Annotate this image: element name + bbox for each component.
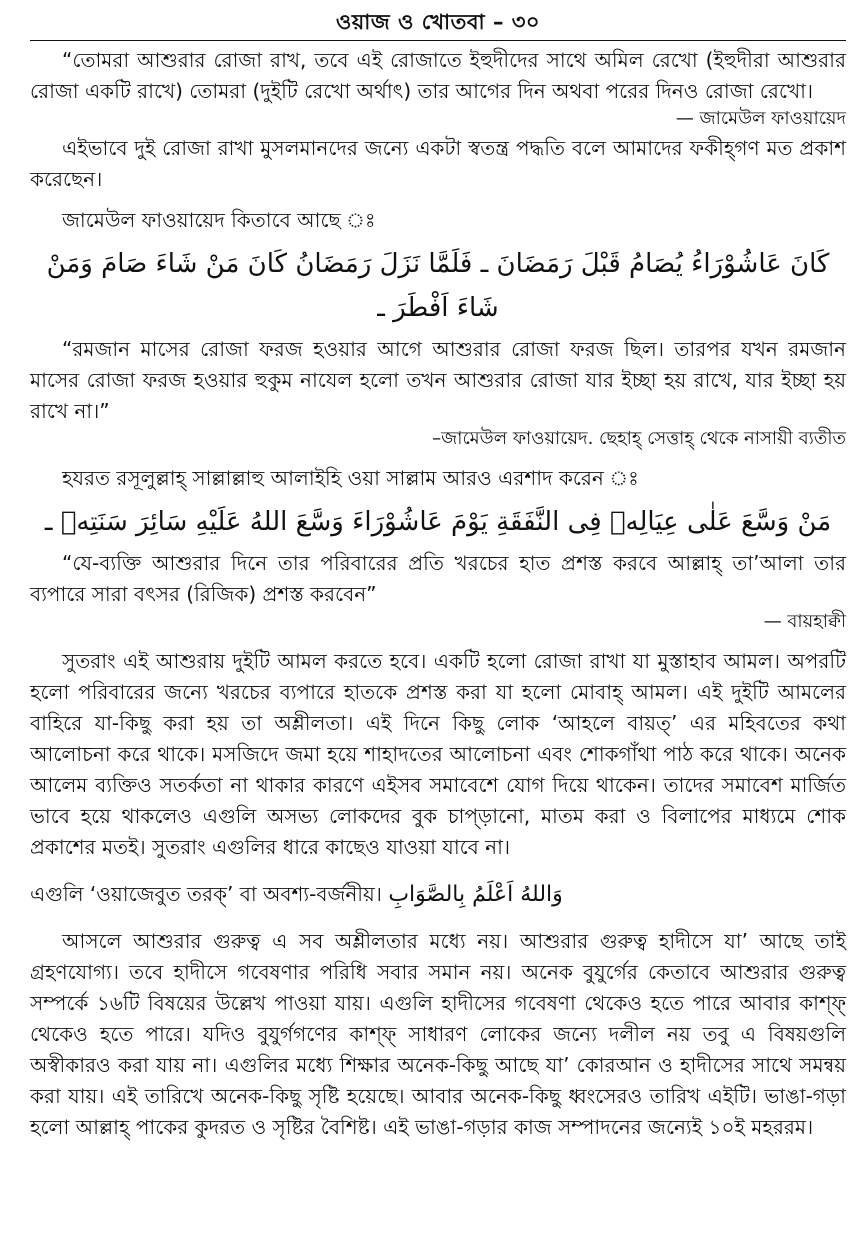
citation-2: –জামেউল ফাওয়ায়েদ. ছেহাহ্ সেত্তাহ্ থেকে নাসায়ী ব্যতীত — [432, 428, 846, 449]
hadith-quote-3: “যে-ব্যক্তি আশুরার দিনে তার পরিবারের প্রতি খরচের হাত প্রশস্ত করবে আল্লাহ্ তা’আলা তার ব্যপারে সারা বৎসর (রিজিক) প্রশস্ত করবেন” — [30, 551, 846, 606]
hadith-quote-1: “তোমরা আশুরার রোজা রাখ, তবে এই রোজাতে ইহুদীদের সাথে অমিল রেখো (ইহুদীরা আশুরার রোজা একটি রাখে) তোমরা (দুইটি রেখো অর্থাৎ) তার আগের দিন অথবা পরের দিনও রোজা রেখো। — [30, 48, 846, 103]
citation-3: — বায়হাক্বী — [763, 611, 846, 632]
paragraph-6: আসলে আশুরার গুরুত্ব এ সব অশ্লীলতার মধ্যে নয়। আশুরার গুরুত্ব হাদীসে যা’ আছে তাই গ্রহণযোগ্য। তবে হাদীসে গবেষণার পরিধি সবার সমান নয়। অনেক বুযুর্গের কেতাবে আশুরার গুরুত্ব সম্পর্কে ১৬টি বিষয়ের উল্লেখ পাওয়া যায়। এগুলি হাদীসের গবেষণা থেকেও হতে পারে আবার কাশ্‌ফ্ থেকেও হতে পারে। যদিও বুযুর্গগণের কাশ্‌ফ্ সাধারণ লোকের জন্যে দলীল নয় তবু এ বিষয়গুলি অস্বীকারও করা যায় না। এগুলির মধ্যে শিক্ষার অনেক-কিছু আছে যা’ কোরআন ও হাদীসের সাথে সমন্বয় করা যায়। এই তারিখে অনেক-কিছু সৃষ্টি হয়েছে। আবার অনেক-কিছু ধ্বংসেরও তারিখ এইটি। ভাঙা-গড়া হলো আল্লাহ্ পাকের কুদরত ও সৃষ্টির বৈশিষ্ট। এই ভাঙা-গড়ার কাজ সম্পাদনের জন্যেই ১০ই মহররম। — [30, 929, 846, 1139]
citation-1: — জামেউল ফাওয়ায়েদ — [675, 108, 846, 129]
running-header: ওয়াজ ও খোতবা – ৩০ — [335, 10, 541, 34]
paragraph-5-text: এগুলি ‘ওয়াজেবুত তরক্’ বা অবশ্য-বর্জনীয়। — [30, 882, 382, 906]
arabic-inline-phrase: وَاللهُ اَعْلَمُ بِالصَّوَابِ — [388, 882, 563, 907]
arabic-text-2: مَنْ وَسَّعَ عَلٰى عِيَالِهٖ فِى النَّفَقَةِ يَوْمَ عَاشُوْرَاءَ وَسَّعَ اللهُ عَلَيْهِ سَائِرَ سَنَتِهٖ ـ — [44, 507, 832, 537]
paragraph-2: জামেউল ফাওয়ায়েদ কিতাবে আছে ঃ — [62, 208, 376, 232]
paragraph-5 — [30, 879, 846, 910]
header-rule — [30, 40, 846, 41]
hadith-quote-2: “রমজান মাসের রোজা ফরজ হওয়ার আগে আশুরার রোজা ফরজ ছিল। তারপর যখন রমজান মাসের রোজা ফরজ হওয়ার হুকুম নাযেল হলো তখন আশুরার রোজা যার ইচ্ছা হয় রাখে, যার ইচ্ছা হয় রাখে না।” — [30, 337, 846, 423]
paragraph-3: হযরত রসূলুল্লাহ্ সাল্লাল্লাহু আলাইহি ওয়া সাল্লাম আরও এরশাদ করেন ঃ — [62, 466, 639, 490]
document-page — [30, 8, 846, 1143]
paragraph-4: সুতরাং এই আশুরায় দুইটি আমল করতে হবে। একটি হলো রোজা রাখা যা মুস্তাহাব আমল। অপরটি হলো পরিবারের জন্যে খরচের ব্যপারে হাতকে প্রশস্ত করা যা হলো মোবাহ্ আমল। এই দুইটি আমলের বাহিরে যা-কিছু করা হয় তা অশ্লীলতা। এই দিনে কিছু লোক ‘আহলে বায়ত্’ এর মহিবতের কথা আলোচনা করে থাকে। মসজিদে জমা হয়ে শাহাদতের আলোচনা এবং শোকগাঁথা পাঠ করে থাকে। অনেক আলেম ব্যক্তিও সতর্কতা না থাকার কারণে এইসব সমাবেশে যোগ দিয়ে থাকেন। তাদের সমাবেশ মার্জিত ভাবে হয়ে থাকলেও এগুলি অসভ্য লোকদের বুক চাপ্‌ড়ানো, মাতম করা ও বিলাপের মাধ্যমে শোক প্রকাশের মতই। সুতরাং এগুলির ধারে কাছেও যাওয়া যাবে না। — [30, 649, 846, 859]
arabic-text-1: كَانَ عَاشُوْرَاءُ يُصَامُ قَبْلَ رَمَضَانَ ـ فَلَمَّا نَزَلَ رَمَضَانُ كَانَ مَنْ شَاءَ صَامَ وَمَنْ شَاءَ اَفْطَرَ ـ — [46, 249, 830, 323]
paragraph-1: এইভাবে দুই রোজা রাখা মুসলমানদের জন্যে একটা স্বতন্ত্র পদ্ধতি বলে আমাদের ফকীহ্গণ মত প্রকাশ করেছেন। — [30, 136, 846, 191]
